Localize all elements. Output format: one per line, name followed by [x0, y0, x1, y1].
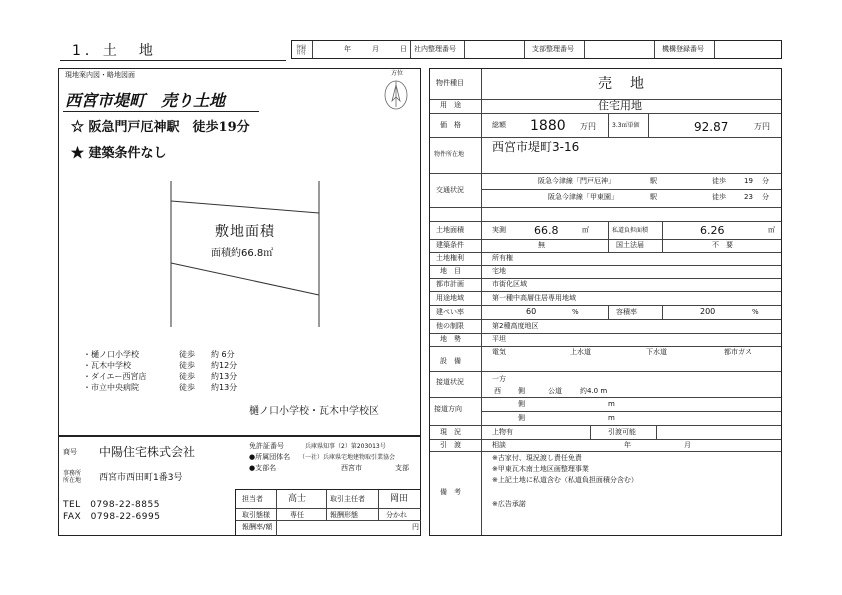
road-label: 接道状況: [436, 378, 464, 386]
unit-price-value: 92.87: [694, 120, 729, 134]
facility-water: 上水道: [570, 348, 591, 356]
delivery-label: 引 渡: [440, 441, 461, 449]
unit-price-label: 3.3㎡単価: [612, 122, 640, 129]
remark-line: ※古家付、現況渡し責任免責: [492, 454, 582, 462]
deal-type-value: 専任: [290, 511, 304, 519]
road-side: 一方: [492, 375, 506, 383]
nearby-time: 約12分: [211, 361, 238, 370]
school-district: 樋ノ口小学校・瓦木中学校区: [249, 406, 379, 417]
nearby-name: ・ダイエー西宮店: [83, 372, 147, 381]
handover-label: 引渡可能: [608, 428, 636, 436]
trade-label: 商号: [63, 448, 77, 456]
location-value: 西宮市堤町3-16: [492, 140, 580, 154]
north-label: 方位: [391, 70, 404, 77]
far-label: 容積率: [616, 308, 637, 316]
association-label: ●所属団体名: [249, 453, 291, 461]
planning-value: 市街化区域: [492, 280, 527, 288]
section-title: 1．土 地: [72, 43, 157, 59]
build-cond-label: 建築条件: [436, 241, 464, 249]
private-road-value: 6.26: [700, 224, 725, 237]
plot-area: 面積約66.8㎡: [211, 248, 274, 259]
category-value: 宅地: [492, 267, 506, 275]
header-registry-box: [291, 40, 782, 59]
facility-sewer: 下水道: [646, 348, 667, 356]
date-year: 年: [344, 45, 351, 53]
nearby-time: 約 6分: [211, 350, 235, 359]
use-value: 住宅用地: [598, 99, 642, 112]
other-label: 他の制限: [436, 322, 464, 330]
nearby-mode: 徒歩: [179, 372, 195, 381]
road-m-2: m: [608, 400, 615, 408]
private-road-label: 私道負担面積: [612, 227, 649, 234]
measured-label: 実測: [492, 226, 506, 234]
unit-price-unit: 万円: [754, 122, 770, 131]
nearby-time: 約13分: [211, 383, 238, 392]
nearby-time: 約13分: [211, 372, 238, 381]
facility-electric: 電気: [492, 348, 506, 356]
handover-month: 月: [684, 441, 691, 449]
company-tel: TEL 0798-22-8855: [63, 500, 160, 510]
internal-no-label: 社内整理番号: [414, 45, 456, 53]
fee-label: 報酬率/額: [242, 523, 273, 531]
land-prep-label: 国土法届: [616, 241, 644, 249]
person-label: 担当者: [242, 495, 263, 503]
date-label: 登録日付: [296, 45, 307, 56]
trade-name: 中陽住宅株式会社: [99, 445, 196, 459]
remarks-label: 備 考: [440, 488, 461, 496]
fee-unit: 円: [412, 523, 419, 531]
total-label: 総額: [492, 121, 506, 129]
branch-no-label: 支部整理番号: [532, 45, 574, 53]
highlight-station: ☆ 阪急門戸厄神駅 徒歩19分: [71, 120, 250, 135]
transport-mode: 徒歩: [712, 177, 726, 185]
form-value: 分かれ: [386, 511, 407, 519]
rights-value: 所有権: [492, 254, 513, 262]
remark-line: ※広告承諾: [492, 500, 526, 508]
other-value: 第2種高度地区: [492, 322, 539, 330]
form-label: 報酬形態: [330, 511, 358, 519]
transport-mode: 徒歩: [712, 193, 726, 201]
date-month: 月: [372, 45, 379, 53]
location-label: 物件所在地: [434, 151, 465, 158]
total-value: 1880: [530, 118, 566, 134]
price-label: 価 格: [440, 121, 461, 129]
remark-line: ※甲東瓦木南土地区画整理事業: [492, 465, 589, 473]
road-side-label: 側: [518, 387, 525, 395]
map-panel: [58, 68, 421, 436]
road-side-2: 側: [518, 400, 525, 408]
measured-value: 66.8: [534, 224, 559, 237]
terrain-label: 地 勢: [440, 335, 461, 343]
license-value: 兵庫県知事（2）第203013号: [305, 443, 386, 450]
nearby-mode: 徒歩: [179, 361, 195, 370]
office-label: 事務所所在地: [63, 470, 82, 484]
headline: 西宮市堤町 売り土地: [65, 91, 226, 110]
status-value: 上物有: [492, 428, 513, 436]
headline-underline: [63, 111, 259, 112]
rights-label: 土地権利: [436, 254, 464, 262]
handover-value: 相談: [492, 441, 506, 449]
company-address: 西宮市西田町1番3号: [99, 473, 183, 483]
terrain-value: 平坦: [492, 335, 506, 343]
plot-title: 敷地面積: [215, 224, 275, 240]
transport-line: 阪急今津線「門戸厄神」: [538, 177, 615, 185]
branch-name: 支部: [395, 464, 409, 472]
map-caption: 現地案内図・略地図面: [65, 71, 135, 79]
north-arrow-icon: [383, 77, 409, 111]
remark-line: ※上記土地に私道含む（私道負担面積分含む）: [492, 476, 638, 484]
nearby-name: ・市立中央病院: [83, 383, 139, 392]
zoning-label: 用途地域: [436, 294, 464, 302]
transport-time: 23: [744, 193, 753, 201]
zoning-value: 第一種中高層住居専用地域: [492, 294, 576, 302]
road-side-3: 側: [518, 414, 525, 422]
type-value: 売 地: [598, 76, 646, 92]
branch-city: 西宮市: [341, 464, 362, 472]
company-fax: FAX 0798-22-6995: [63, 512, 161, 522]
company-panel: [58, 436, 421, 536]
road-kind: 公道: [548, 387, 562, 395]
title-underline: [60, 60, 286, 61]
type-label: 物件種目: [436, 79, 464, 87]
land-prep-value: 不 要: [712, 241, 733, 249]
property-table: [429, 68, 782, 536]
road-m-3: m: [608, 414, 615, 422]
nearby-mode: 徒歩: [179, 383, 195, 392]
transport-suffix: 駅: [650, 193, 657, 201]
category-label: 地 目: [440, 267, 461, 275]
manager-label: 取引主任者: [330, 495, 365, 503]
coverage-label: 建ぺい率: [436, 308, 464, 316]
status-label: 現 況: [440, 428, 461, 436]
land-area-label: 土地面積: [436, 226, 464, 234]
transport-unit: 分: [762, 193, 769, 201]
facility-gas: 都市ガス: [724, 348, 752, 356]
transport-unit: 分: [762, 177, 769, 185]
person-name: 高士: [288, 494, 307, 504]
nearby-mode: 徒歩: [179, 350, 195, 359]
planning-label: 都市計画: [436, 280, 464, 288]
license-label: 免許証番号: [249, 442, 284, 450]
total-unit: 万円: [580, 122, 596, 131]
agency-no-label: 機構登録番号: [662, 45, 704, 53]
manager-name: 岡田: [390, 494, 409, 504]
far-unit: %: [752, 308, 759, 316]
branch-label: ●支部名: [249, 464, 277, 472]
far-value: 200: [700, 307, 716, 316]
transport-time: 19: [744, 177, 753, 185]
date-day: 日: [400, 45, 407, 53]
transport-label: 交通状況: [436, 186, 464, 194]
highlight-conditions: ★ 建築条件なし: [71, 146, 167, 161]
build-cond-value: 無: [538, 241, 545, 249]
association-value: （一社）兵庫県宅地建物取引業協会: [299, 454, 396, 461]
transport-suffix: 駅: [650, 177, 657, 185]
road-width: 約4.0 m: [580, 387, 608, 395]
nearby-name: ・瓦木中学校: [83, 361, 131, 370]
private-road-unit: ㎡: [768, 226, 775, 234]
facility-label: 設 備: [440, 357, 461, 365]
staff-box: [235, 489, 421, 536]
handover-year: 年: [624, 441, 631, 449]
nearby-name: ・樋ノ口小学校: [83, 350, 139, 359]
coverage-value: 60: [526, 307, 537, 316]
road-dir-label: 接道方向: [434, 405, 462, 413]
coverage-unit: %: [572, 308, 579, 316]
deal-type-label: 取引態様: [242, 511, 270, 519]
transport-line: 阪急今津線「甲東園」: [548, 193, 618, 201]
road-direction: 西: [494, 387, 501, 395]
measured-unit: ㎡: [582, 226, 589, 234]
use-label: 用 途: [440, 101, 461, 109]
